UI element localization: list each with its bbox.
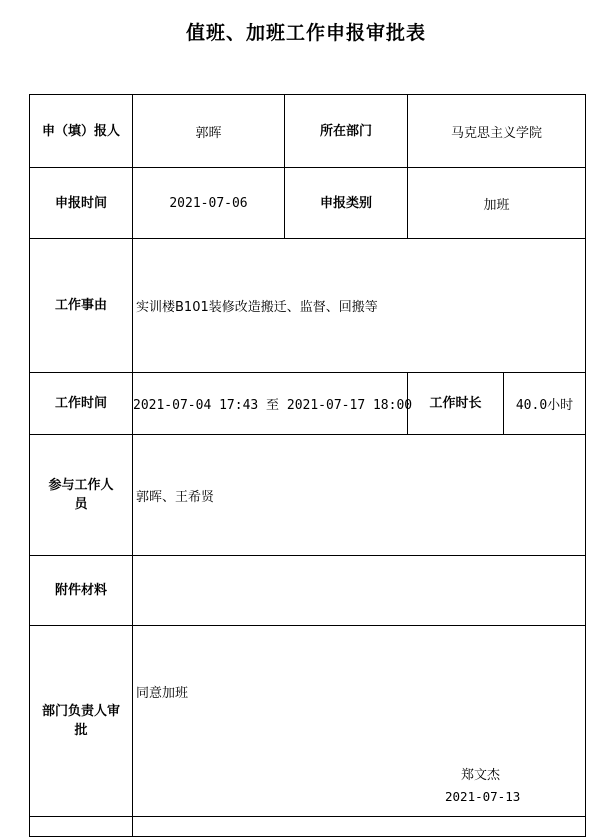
apply-date-value: 2021-07-06 [133,168,285,239]
duration-label: 工作时长 [408,373,504,435]
approval-form-table [29,94,586,837]
participants-value: 郭晖、王希贤 [133,435,586,556]
attachments-label: 附件材料 [30,556,133,626]
approval-row [30,626,586,817]
participants-row [30,435,586,556]
approver-name: 郑文杰 [461,768,501,783]
applicant-value: 郭晖 [133,95,285,168]
reason-value: 实训楼B101装修改造搬迁、监督、回搬等 [133,239,586,373]
reason-label: 工作事由 [30,239,133,373]
approval-label-text: 部门负责人审批 [41,704,120,738]
approval-label [30,626,133,817]
applicant-label: 申（填）报人 [30,95,133,168]
approval-opinion: 同意加班 [136,686,189,701]
category-label: 申报类别 [285,168,408,239]
work-time-label: 工作时间 [30,373,133,435]
next-row-value [133,817,586,837]
department-value: 马克思主义学院 [408,95,586,168]
reason-row [30,239,586,373]
approval-cell [133,626,586,817]
attachments-value [133,556,586,626]
next-row [30,817,586,837]
form-title: 值班、加班工作申报审批表 [185,22,426,44]
participants-label [30,435,133,556]
apply-date-row [30,168,586,239]
department-label: 所在部门 [285,95,408,168]
work-time-row [30,373,586,435]
next-row-label [30,817,133,837]
approval-date: 2021-07-13 [445,789,521,804]
category-value: 加班 [408,168,586,239]
duration-value: 40.0小时 [504,373,586,435]
apply-date-label: 申报时间 [30,168,133,239]
work-time-value: 2021-07-04 17:43 至 2021-07-17 18:00 [133,373,408,435]
participants-label-text: 参与工作人员 [48,478,114,512]
attachments-row [30,556,586,626]
applicant-row [30,95,586,168]
